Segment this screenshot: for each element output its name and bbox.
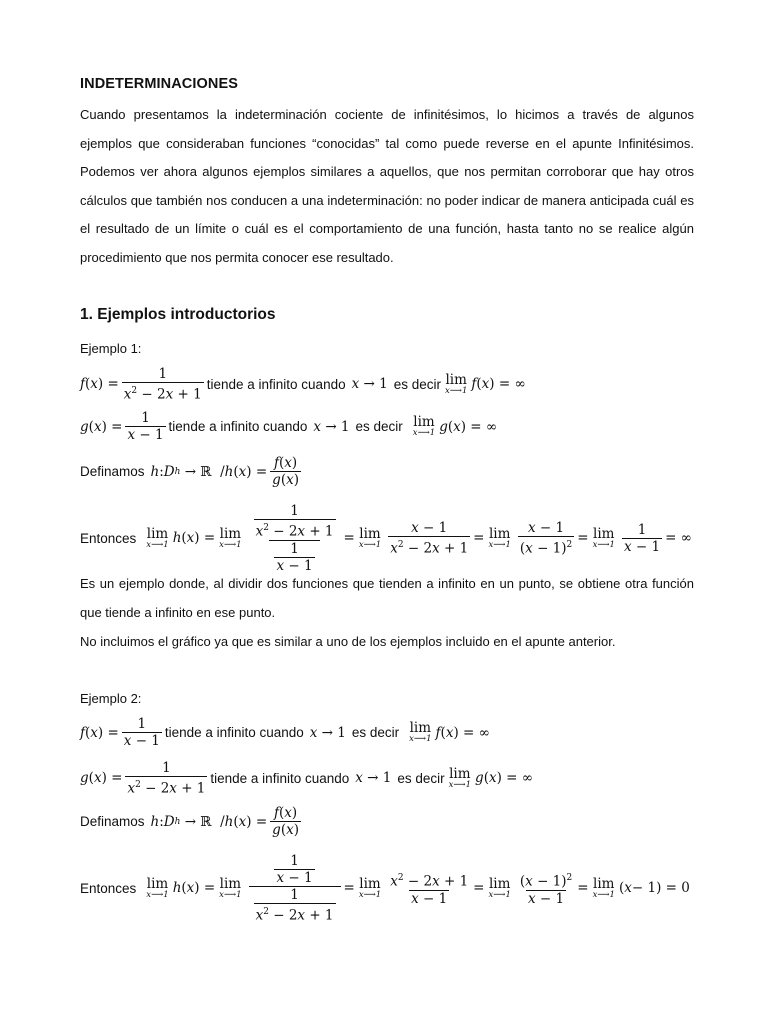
- example-1-label: Ejemplo 1:: [80, 341, 142, 356]
- entonces-text: Entonces: [80, 530, 137, 546]
- example-2-limit-calculation: Entonces lim x⟶1 h ( x ) = lim x⟶1 $\frac{\frac{1}{x - 1}}{\frac{1}{x^2 - 2x + 1}}$ = lim x⟶1 $\frac{x^2 - 2x + 1}{x - 1}$ = lim x⟶1 $\frac{(x - 1)^2}{x - 1}$ = lim x⟶1 ( x − 1) = 0: [80, 853, 690, 924]
- definamos-text: Definamos: [80, 814, 145, 829]
- example-1-f-definition: f ( x ) = $\frac{1}{x^2 - 2x + 1}$ tiende a infinito cuando x → 1 es decir lim x⟶1 f ( x ) = ∞: [80, 366, 526, 403]
- definamos-text: Definamos: [80, 464, 145, 479]
- example-1-note: No incluimos el gráfico ya que es similar a uno de los ejemplos incluido en el apunte anterior.: [80, 634, 616, 649]
- es-decir-text: es decir: [397, 770, 445, 786]
- example-2-g-definition: g ( x ) = $\frac{1}{x^2 - 2x + 1}$ tiende a infinito cuando x → 1 es decir lim x⟶1 g ( x ) = ∞: [80, 760, 534, 797]
- es-decir-text: es decir: [393, 376, 441, 392]
- tiende-text: tiende a infinito cuando: [168, 419, 308, 434]
- example-2-h-definition: Definamos h : D h → ℝ / h ( x ) = $\frac{f(x)}{g(x)}$: [80, 805, 299, 838]
- intro-paragraph: Cuando presentamos la indeterminación cociente de infinitésimos, lo hicimos a través de algunos ejemplos que consideraban funciones “conocidas” tal como puede reverse en el apunte Infinitésimos. Podemos ver ahora algunos ejemplos similares a aquellos, que nos permitan corroborar que hay otros cálculos que también nos conducen a una indeterminación: no poder indicar de manera anticipada cuál es el resultado de un límite o cuál es el comportamiento de una función, hasta tanto no se realice algún procedimiento que nos permita conocer ese resultado.: [80, 107, 694, 265]
- example-1-conclusion: Es un ejemplo donde, al dividir dos funciones que tienden a infinito en un punto, se obtiene otra función que tiende a infinito en ese punto.: [80, 576, 694, 620]
- document-title: INDETERMINACIONES: [80, 76, 238, 92]
- example-1-limit-calculation: Entonces lim x⟶1 h ( x ) = lim x⟶1 $\frac{\frac{1}{x^2 - 2x + 1}}{\frac{1}{x - 1}}$ = lim x⟶1 $\frac{x - 1}{x^2 - 2x + 1}$ = lim x⟶1 $\frac{x - 1}{(x - 1)^2}$ = lim x⟶1 $\frac{1}{x - 1}$ = ∞: [80, 503, 692, 574]
- tiende-text: tiende a infinito cuando: [210, 770, 350, 786]
- tiende-text: tiende a infinito cuando: [164, 725, 304, 740]
- es-decir-text: es decir: [351, 725, 400, 740]
- example-2-label: Ejemplo 2:: [80, 691, 142, 706]
- es-decir-text: es decir: [355, 419, 403, 434]
- example-2-f-definition: f ( x ) = $\frac{1}{x - 1}$ tiende a infinito cuando x → 1 es decir lim x⟶1 f ( x ) = ∞: [80, 716, 490, 749]
- entonces-text: Entonces: [80, 880, 137, 896]
- example-1-g-definition: g ( x ) = $\frac{1}{x - 1}$ tiende a infinito cuando x → 1 es decir lim x⟶1 g ( x ) = ∞: [80, 410, 498, 443]
- section-heading: 1. Ejemplos introductorios: [80, 306, 276, 323]
- example-1-h-definition: Definamos h : D h → ℝ / h ( x ) = $\frac{f(x)}{g(x)}$: [80, 455, 299, 488]
- tiende-text: tiende a infinito cuando: [206, 376, 346, 392]
